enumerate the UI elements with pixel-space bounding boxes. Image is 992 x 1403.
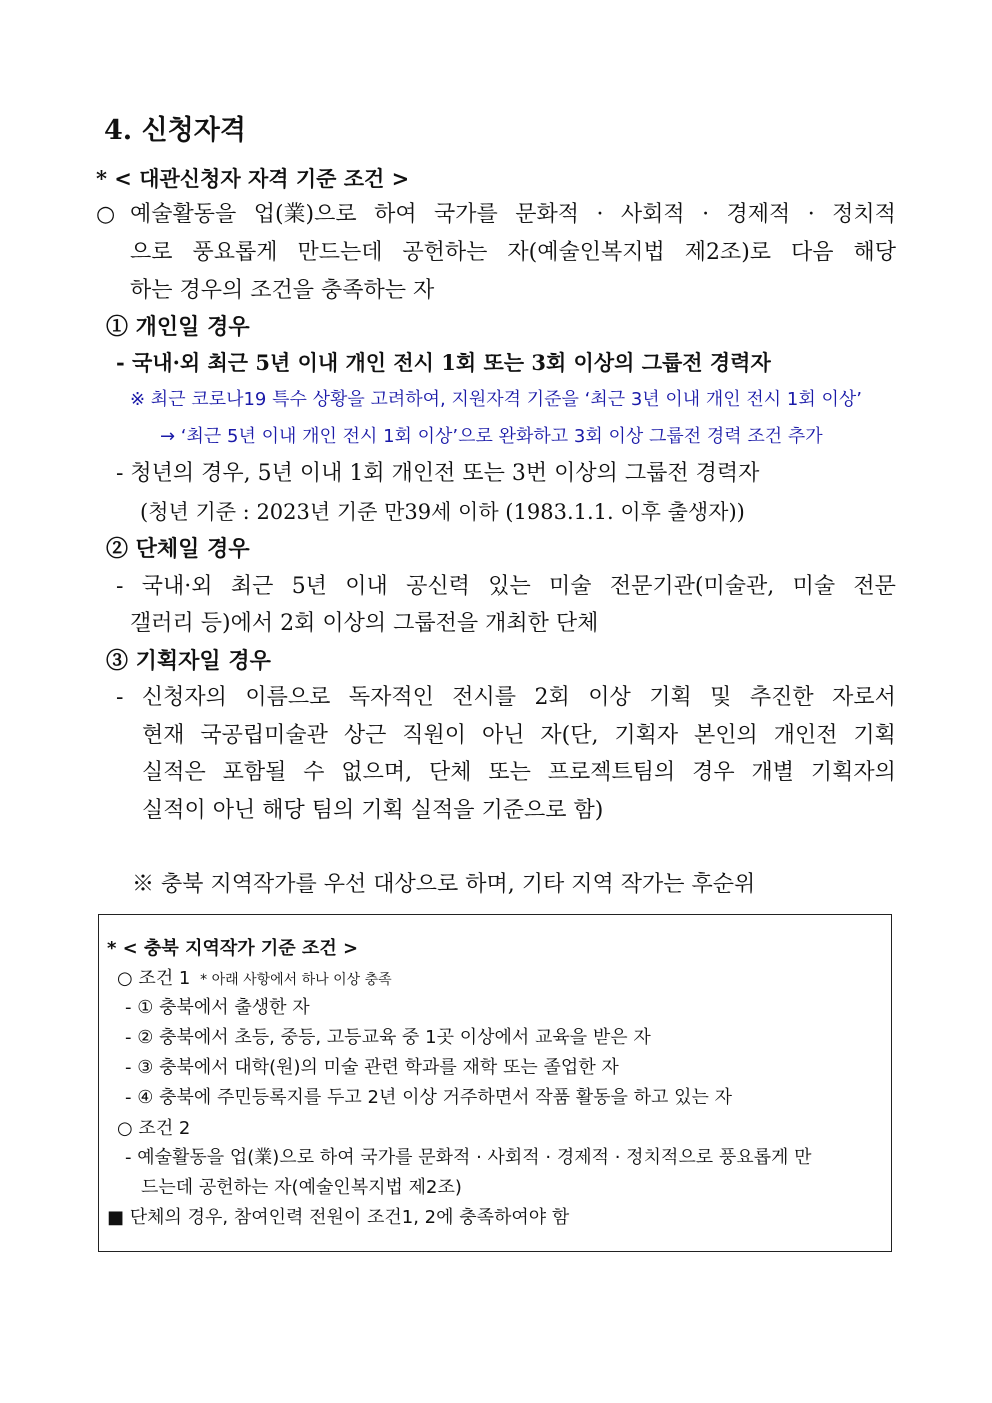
individual-heading: ① 개인일 경우 (106, 314, 250, 340)
group-heading: ② 단체일 경우 (106, 536, 250, 562)
planner-line-3: 실적은 포함될 수 없으며, 단체 또는 프로젝트팀의 경우 개별 기획자의 (142, 760, 896, 785)
intro-line-3: 하는 경우의 조건을 충족하는 자 (130, 278, 435, 303)
intro-line-1: 예술활동을 업(業)으로 하여 국가를 문화적 · 사회적 · 경제적 · 정치적 (130, 202, 896, 227)
condition-2-line-2: 드는데 공헌하는 자(예술인복지법 제2조) (141, 1177, 462, 1198)
condition-1-item: - ② 충북에서 초등, 중등, 고등교육 중 1곳 이상에서 교육을 받은 자 (125, 1027, 651, 1048)
intro-line-2: 으로 풍요롭게 만드는데 공헌하는 자(예술인복지법 제2조)로 다음 해당 (130, 240, 896, 265)
priority-note: ※ 충북 지역작가를 우선 대상으로 하며, 기타 지역 작가는 후순위 (132, 872, 756, 897)
condition-1-item: - ① 충북에서 출생한 자 (125, 997, 310, 1018)
condition-1-label-text: ○ 조건 1 (117, 968, 191, 989)
group-line-2: 갤러리 등)에서 2회 이상의 그룹전을 개최한 단체 (130, 611, 599, 636)
group-line-1: - 국내·외 최근 5년 이내 공신력 있는 미술 전문기관(미술관, 미술 전문 (116, 574, 896, 599)
individual-note-2: → ‘최근 5년 이내 개인 전시 1회 이상’으로 완화하고 3회 이상 그룹전 경력 조건 추가 (160, 426, 823, 447)
condition-1-item: - ④ 충북에 주민등록지를 두고 2년 이상 거주하면서 작품 활동을 하고 있는 자 (125, 1087, 732, 1108)
condition-2-label: ○ 조건 2 (117, 1118, 191, 1139)
box-title: * < 충북 지역작가 기준 조건 > (107, 938, 359, 959)
intro-bullet: ○ (96, 202, 116, 227)
planner-line-1: - 신청자의 이름으로 독자적인 전시를 2회 이상 기획 및 추진한 자로서 (116, 685, 896, 710)
condition-1-label (117, 970, 392, 988)
individual-item-1: - 국내·외 최근 5년 이내 개인 전시 1회 또는 3회 이상의 그룹전 경력자 (116, 350, 771, 375)
planner-heading: ③ 기획자일 경우 (106, 648, 271, 674)
condition-2-line-1: - 예술활동을 업(業)으로 하여 국가를 문화적 · 사회적 · 경제적 · 정치적으로 풍요롭게 만 (125, 1147, 812, 1168)
individual-item-2-sub: (청년 기준 : 2023년 기준 만39세 이하 (1983.1.1. 이후 출생자)) (140, 500, 745, 524)
individual-note-1: ※ 최근 코로나19 특수 상황을 고려하여, 지원자격 기준을 ‘최근 3년 이내 개인 전시 1회 이상’ (130, 389, 862, 410)
condition-1-note: * 아래 사항에서 하나 이상 충족 (200, 972, 392, 988)
condition-1-item: - ③ 충북에서 대학(원)의 미술 관련 학과를 재학 또는 졸업한 자 (125, 1057, 619, 1078)
group-rule: ■ 단체의 경우, 참여인력 전원이 조건1, 2에 충족하여야 함 (107, 1207, 570, 1228)
planner-line-4: 실적이 아닌 해당 팀의 기획 실적을 기준으로 함) (142, 798, 604, 823)
regional-criteria-box (98, 914, 892, 1252)
section-title: 4. 신청자격 (104, 115, 246, 146)
criteria-header: * < 대관신청자 자격 기준 조건 > (96, 166, 410, 191)
individual-item-2: - 청년의 경우, 5년 이내 1회 개인전 또는 3번 이상의 그룹전 경력자 (116, 461, 760, 486)
planner-line-2: 현재 국공립미술관 상근 직원이 아닌 자(단, 기획자 본인의 개인전 기획 (142, 723, 896, 748)
